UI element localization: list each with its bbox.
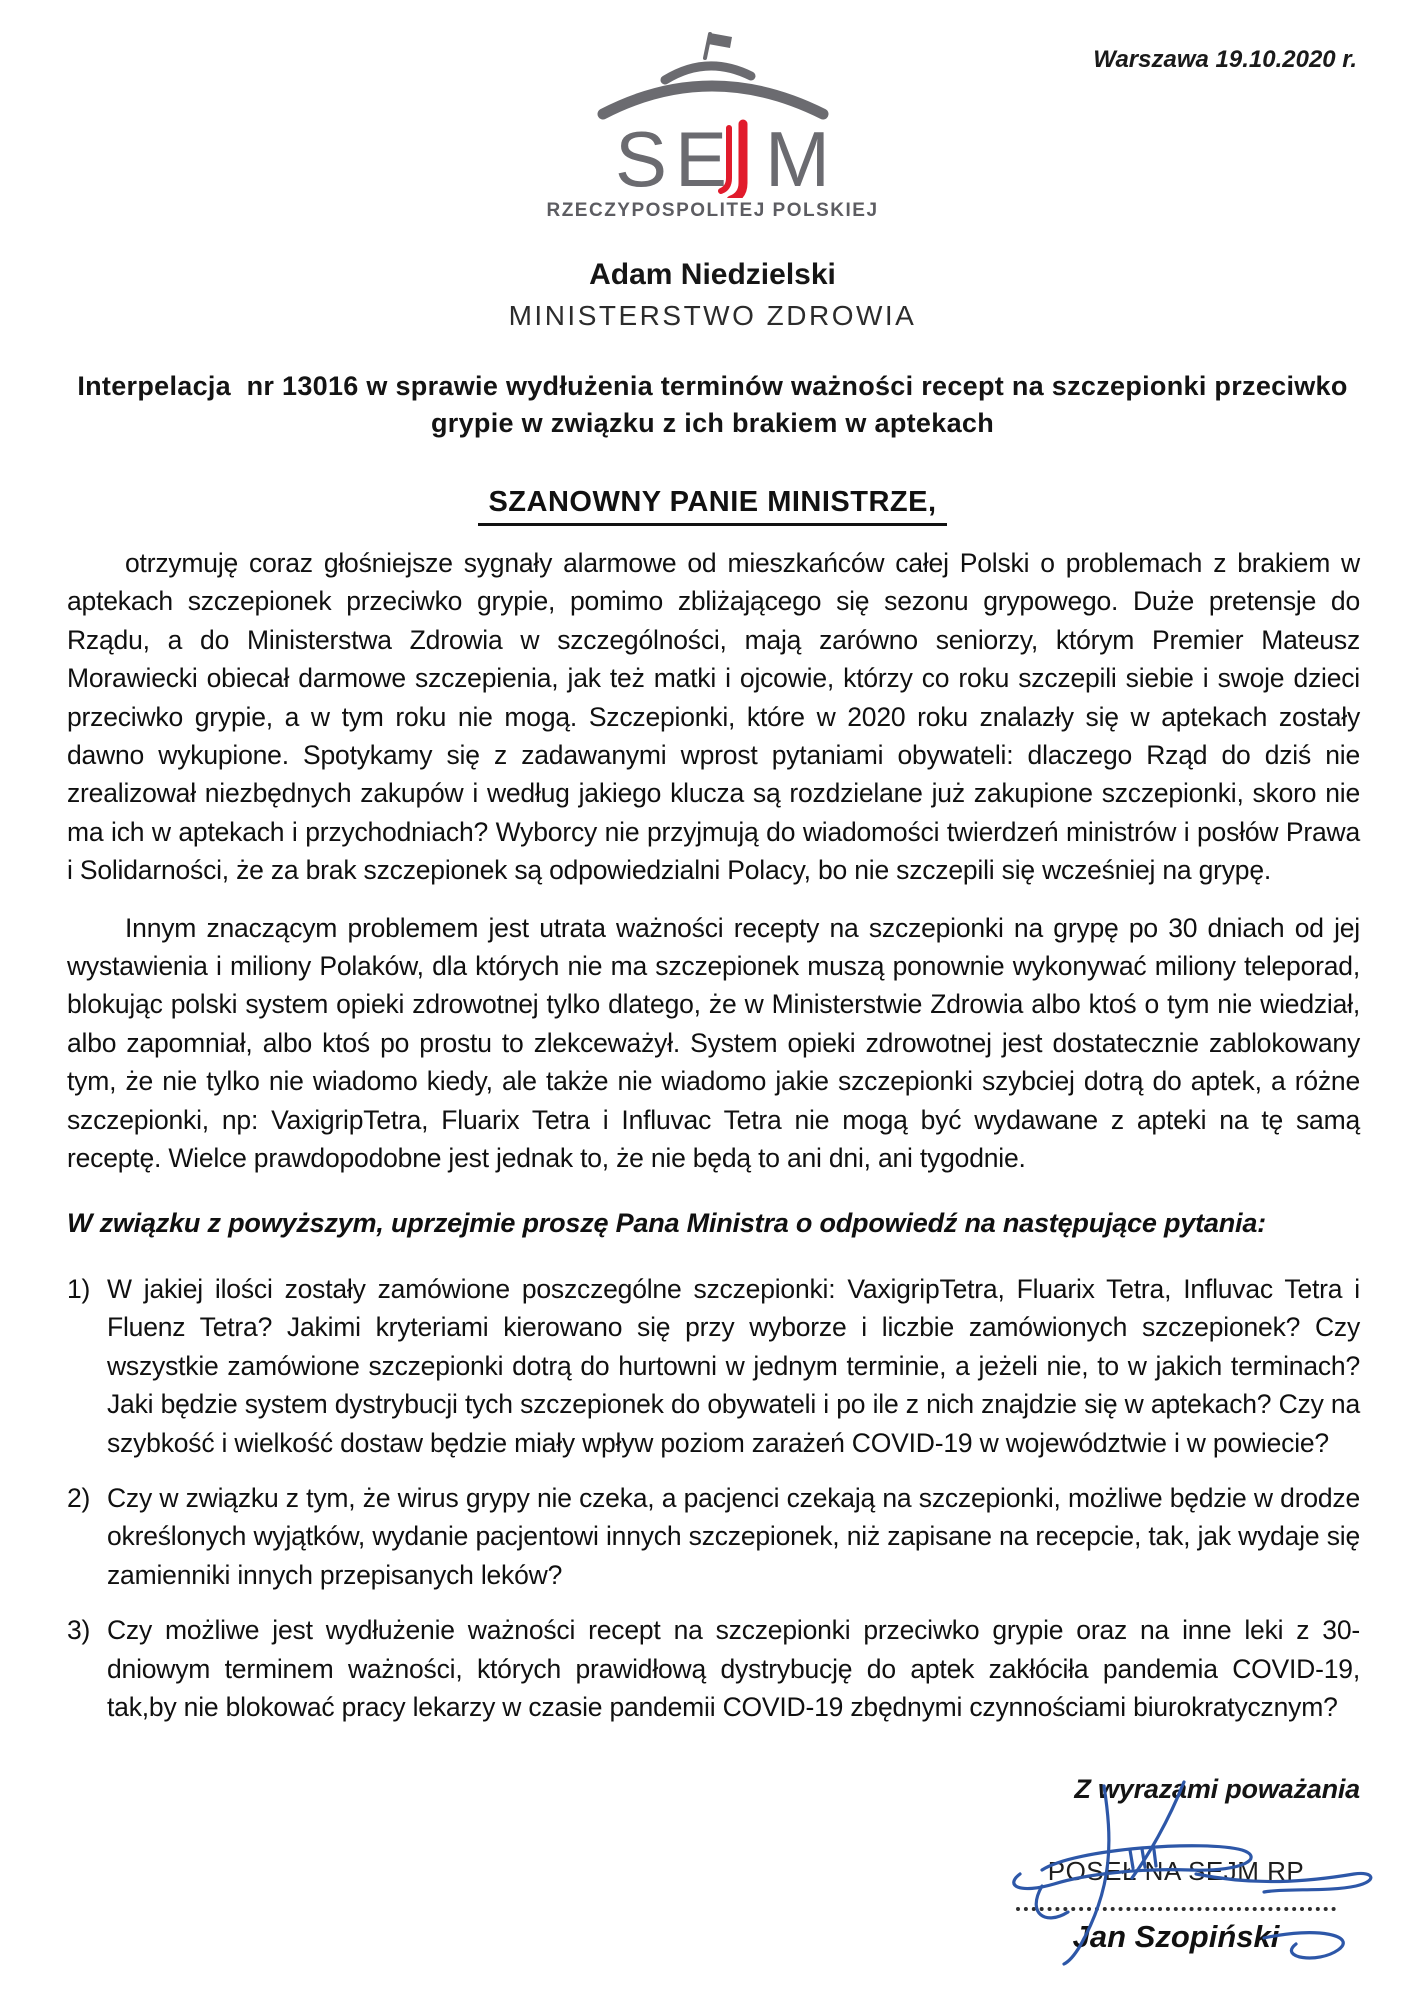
request-line: W związku z powyższym, uprzejmie proszę Pana Ministra o odpowiedź na następujące pytania: xyxy=(67,1207,1266,1238)
flag-icon xyxy=(705,33,732,58)
subject-title: Interpelacja nr 13016 w sprawie wydłużenia terminów ważności recept na szczepionki przeciwko grypie w związku z ich brakiem w aptekach xyxy=(77,371,1356,438)
dome-upper-arc xyxy=(665,66,751,80)
question-text: Czy w związku z tym, że wirus grypy nie czeka, a pacjenci czekają na szczepionki, możliwe będzie w drodze określonych wyjątków, wydanie pacjentowi innych szczepionek, niż zapisane na recepcie, tak, jak wydaje się zamienniki innych przepisanych leków? xyxy=(107,1482,1360,1590)
question-item-3 xyxy=(67,1611,1360,1726)
question-number: 3) xyxy=(67,1615,91,1646)
logo-letter-m: M xyxy=(764,115,830,198)
question-number: 1) xyxy=(67,1273,91,1304)
question-item-1 xyxy=(67,1270,1360,1462)
question-number: 2) xyxy=(67,1482,91,1513)
letter-body xyxy=(67,544,1360,1809)
recipient-ministry: MINISTERSTWO ZDROWIA xyxy=(508,300,917,331)
date-line: Warszawa 19.10.2020 r. xyxy=(1093,46,1357,73)
sejm-dome-icon xyxy=(593,28,833,198)
sejm-logo xyxy=(0,28,1425,222)
recipient-block xyxy=(0,258,1425,332)
handwritten-signature-icon xyxy=(946,1778,1406,2008)
logo-letter-s: S xyxy=(614,115,667,198)
question-item-2 xyxy=(67,1479,1360,1594)
question-text: Czy możliwe jest wydłużenie ważności recept na szczepionki przeciwko grypie oraz na inne leki z 30-dniowym terminem ważności, których prawidłową dystrybucję do aptek zakłóciła pandemia COVID-19, tak,by nie blokować pracy lekarzy w czasie pandemii COVID-19 zbędnymi czynnościami biurokratycznym? xyxy=(107,1615,1360,1722)
paragraph-2: Innym znaczącym problemem jest utrata ważności recepty na szczepionki na grypę po 30 dniach od jej wystawienia i miliony Polaków, dla których nie ma szczepionek muszą ponownie wykonywać miliony teleporad, blokując polski system opieki zdrowotnej tylko dlatego, że w Ministerstwie Zdrowia albo ktoś o tym nie wiedział, albo zapomniał, albo ktoś po prostu to zlekceważył. System opieki zdrowotnej jest dostatecznie zablokowany tym, że nie tylko nie wiadomo kiedy, ale także nie wiadomo jakie szczepionki szybciej dotrą do aptek, a różne szczepionki, np: VaxigripTetra, Fluarix Tetra i Influvac Tetra nie mogą być wydawane z apteki na tę samą receptę. Wielce prawdopodobne jest jednak to, że nie będą to ani dni, ani tygodnie. xyxy=(67,912,1360,1174)
salutation: SZANOWNY PANIE MINISTRZE, xyxy=(478,486,946,526)
salutation-wrap xyxy=(0,486,1425,526)
logo-letter-e: E xyxy=(674,115,727,198)
dome-main-arc xyxy=(603,86,823,114)
sejm-letters xyxy=(615,115,830,198)
dotted-line xyxy=(1016,1907,1336,1911)
signer-role: POSEŁ NA SEJM RP xyxy=(1047,1856,1305,1886)
recipient-name: Adam Niedzielski xyxy=(589,258,836,291)
logo-subtitle: RZECZYPOSPOLITEJ POLSKIEJ xyxy=(546,200,879,221)
paragraph-1: otrzymuję coraz głośniejsze sygnały alarmowe od mieszkańców całej Polski o problemach z brakiem w aptekach szczepionek przeciwko grypie, pomimo zbliżającego się sezonu grypowego. Duże pretensje do Rządu, a do Ministerstwa Zdrowia w szczególności, mają zarówno seniorzy, którym Premier Mateusz Morawiecki obiecał darmowe szczepienia, jak też matki i ojcowie, którzy co roku szczepili siebie i swoje dzieci przeciwko grypie, a w tym roku nie mogą. Szczepionki, które w 2020 roku znalazły się w aptekach zostały dawno wykupione. Spotykamy się z zadawanymi wprost pytaniami obywateli: dlaczego Rząd do dziś nie zrealizował niezbędnych zakupów i według jakiego klucza są rozdzielane już zakupione szczepionki, skoro nie ma ich w aptekach i przychodniach? Wyborcy nie przyjmują do wiadomości twierdzeń ministrów i posłów Prawa i Solidarności, że za brak szczepionek są odpowiedzialni Polacy, bo nie szczepili się wcześniej na grypę. xyxy=(67,548,1360,886)
signature-block xyxy=(1016,1856,1336,1955)
signer-name: Jan Szopiński xyxy=(1072,1919,1280,1954)
question-text: W jakiej ilości zostały zamówione poszczególne szczepionki: VaxigripTetra, Fluarix Tetra, Influvac Tetra i Fluenz Tetra? Jakimi kryteriami kierowano się przy wyborze i liczbie zamówionych szczepionek? Czy wszystkie zamówione szczepionki dotrą do hurtowni w jednym terminie, a jeżeli nie, to w jakich terminach? Jaki będzie system dystrybucji tych szczepionek do obywateli i po ile z nich znajdzie się w aptekach? Czy na szybkość i wielkość dostaw będzie miały wpływ poziom zarażeń COVID-19 w województwie i w powiecie? xyxy=(107,1273,1360,1458)
closing-line: Z wyrazami poważania xyxy=(1074,1774,1360,1805)
